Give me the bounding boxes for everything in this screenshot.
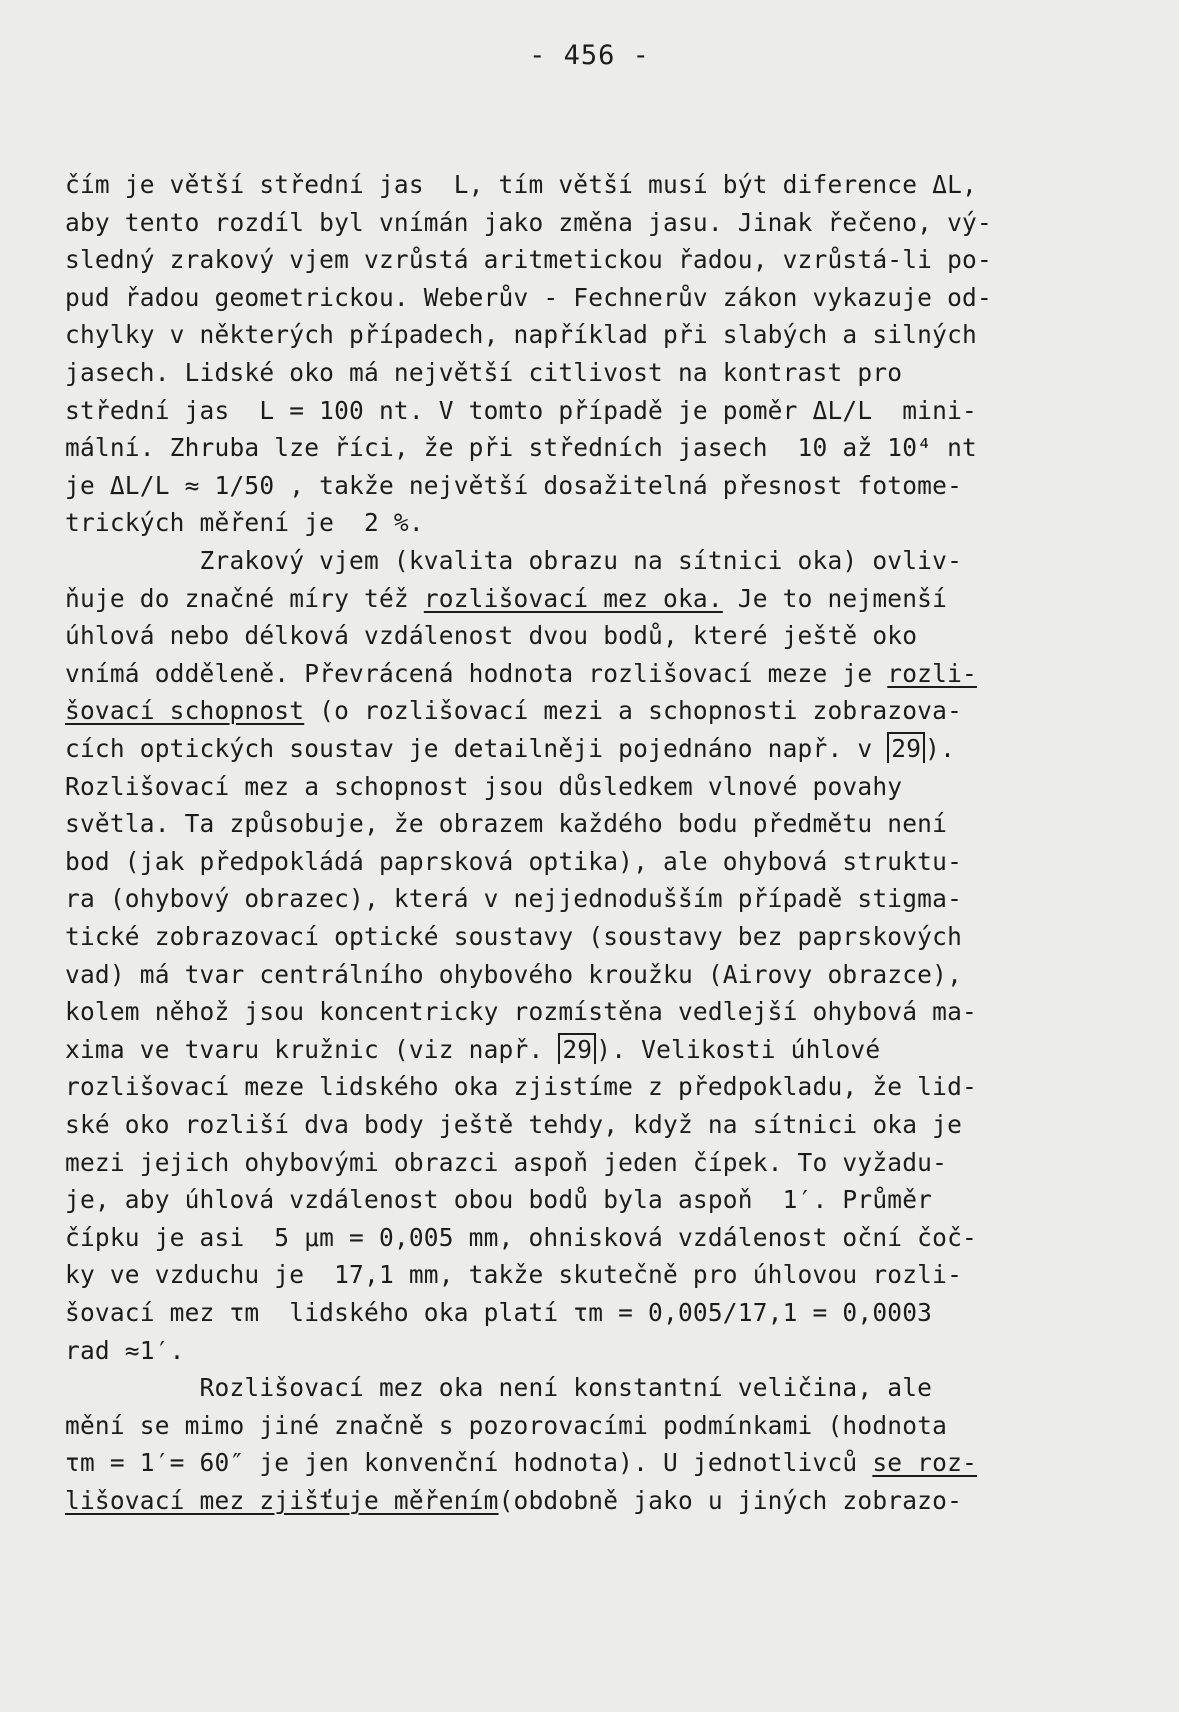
- text-line: [65, 692, 962, 730]
- text-line: [65, 204, 992, 242]
- text-line: [65, 1482, 962, 1520]
- text-line: [65, 1256, 962, 1294]
- text-line: [65, 730, 955, 768]
- text-segment: trických měření je 2 %.: [65, 508, 424, 538]
- text-segment: ). Velikosti úhlové: [596, 1034, 881, 1064]
- text-line: [65, 768, 902, 806]
- text-segment: ).: [925, 734, 956, 763]
- text-segment: úhlová nebo délková vzdálenost dvou bodů, které ještě oko: [65, 621, 918, 651]
- underlined-term: rozli-: [887, 658, 977, 688]
- text-line: [65, 467, 962, 505]
- text-segment: šovací mez τm lidského oka platí τm = 0,005/17,1 = 0,0003: [65, 1298, 933, 1327]
- underlined-term: šovací schopnost: [65, 696, 305, 726]
- page-number: - 456 -: [529, 40, 650, 71]
- text-segment: je, aby úhlová vzdálenost obou bodů byla aspoň 1′. Průměr: [65, 1185, 933, 1215]
- text-segment: ské oko rozliší dva body ještě tehdy, když na sítnici oka je: [65, 1110, 963, 1139]
- text-line: [65, 580, 947, 618]
- text-segment: ňuje do značné míry též: [65, 583, 424, 613]
- text-segment: mění se mimo jiné značně s pozorovacími podmínkami (hodnota: [65, 1410, 948, 1440]
- text-segment: kolem něhož jsou koncentricky rozmístěna vedlejší ohybová ma-: [65, 997, 977, 1027]
- text-line: [65, 504, 424, 542]
- citation-reference: 29: [558, 1033, 596, 1064]
- text-line: [65, 1332, 185, 1370]
- text-line: [65, 354, 902, 392]
- text-segment: čípku je asi 5 μm = 0,005 mm, ohnisková vzdálenost oční čoč-: [65, 1222, 977, 1252]
- text-segment: mezi jejich ohybovými obrazci aspoň jeden čípek. To vyžadu-: [65, 1147, 948, 1177]
- text-line: [65, 1068, 977, 1106]
- text-line: [65, 918, 962, 956]
- text-segment: je ΔL/L ≈ 1/50 , takže největší dosažitelná přesnost fotome-: [65, 470, 963, 500]
- text-line: [65, 956, 962, 994]
- text-line: [65, 1144, 947, 1182]
- text-line: [65, 279, 992, 317]
- text-line: [65, 1294, 932, 1332]
- text-line: [65, 805, 947, 843]
- text-line: [65, 1444, 977, 1482]
- text-line: [65, 542, 962, 580]
- text-segment: xima ve tvaru kružnic (viz např.: [65, 1034, 559, 1064]
- underlined-term: se roz-: [872, 1448, 977, 1478]
- text-segment: (obdobně jako u jiných zobrazo-: [498, 1486, 963, 1515]
- text-segment: τm = 1′= 60″ je jen konvenční hodnota). U jednotlivců: [65, 1448, 873, 1478]
- text-segment: světla. Ta způsobuje, že obrazem každého bodu předmětu není: [65, 809, 948, 839]
- text-segment: tické zobrazovací optické soustavy (soustavy bez paprskových: [65, 922, 963, 951]
- text-line: [65, 655, 977, 693]
- underlined-term: lišovací mez zjišťuje měřením: [65, 1486, 499, 1515]
- text-line: [65, 1407, 947, 1445]
- text-segment: chylky v některých případech, například při slabých a silných: [65, 320, 977, 350]
- text-segment: bod (jak předpokládá paprsková optika), ale ohybová struktu-: [65, 846, 963, 876]
- text-segment: Zrakový vjem (kvalita obrazu na sítnici oka) ovliv-: [65, 546, 963, 575]
- text-segment: Rozlišovací mez oka není konstantní veličina, ale: [65, 1373, 933, 1403]
- text-segment: mální. Zhruba lze říci, že při středních jasech 10 až 10⁴ nt: [65, 433, 977, 463]
- text-segment: aby tento rozdíl byl vnímán jako změna jasu. Jinak řečeno, vý-: [65, 207, 992, 237]
- text-line: [65, 1219, 977, 1257]
- text-line: [65, 993, 977, 1031]
- text-segment: jasech. Lidské oko má největší citlivost na kontrast pro: [65, 358, 903, 387]
- text-segment: čím je větší střední jas L, tím větší musí být diference ΔL,: [65, 170, 977, 199]
- text-line: [65, 617, 917, 655]
- text-segment: ky ve vzduchu je 17,1 mm, takže skutečně pro úhlovou rozli-: [65, 1260, 963, 1290]
- text-line: [65, 1031, 880, 1069]
- text-line: [65, 166, 977, 204]
- text-segment: ra (ohybový obrazec), která v nejjednodušším případě stigma-: [65, 884, 963, 914]
- text-segment: (o rozlišovací mezi a schopnosti zobrazova-: [304, 696, 963, 726]
- text-segment: střední jas L = 100 nt. V tomto případě je poměr ΔL/L mini-: [65, 395, 977, 425]
- text-segment: Rozlišovací mez a schopnost jsou důsledkem vlnové povahy: [65, 771, 903, 801]
- citation-reference: 29: [887, 732, 925, 763]
- text-line: [65, 880, 962, 918]
- text-segment: sledný zrakový vjem vzrůstá aritmetickou řadou, vzrůstá-li po-: [65, 245, 992, 275]
- text-line: [65, 1106, 962, 1144]
- text-segment: cích optických soustav je detailněji pojednáno např. v: [65, 734, 888, 763]
- text-line: [65, 1369, 932, 1407]
- text-line: [65, 843, 962, 881]
- underlined-term: rozlišovací mez oka.: [423, 583, 723, 613]
- text-segment: rad ≈1′.: [65, 1335, 185, 1365]
- text-line: [65, 429, 977, 467]
- text-line: [65, 1181, 932, 1219]
- text-line: [65, 316, 977, 354]
- text-segment: Je to nejmenší: [722, 583, 948, 613]
- text-line: [65, 241, 992, 279]
- text-segment: vad) má tvar centrálního ohybového kroužku (Airovy obrazce),: [65, 959, 963, 989]
- text-segment: vnímá odděleně. Převrácená hodnota rozlišovací meze je: [65, 658, 888, 688]
- text-line: [65, 392, 977, 430]
- text-segment: pud řadou geometrickou. Weberův - Fechnerův zákon vykazuje od-: [65, 282, 992, 312]
- text-segment: rozlišovací meze lidského oka zjistíme z předpokladu, že lid-: [65, 1072, 977, 1102]
